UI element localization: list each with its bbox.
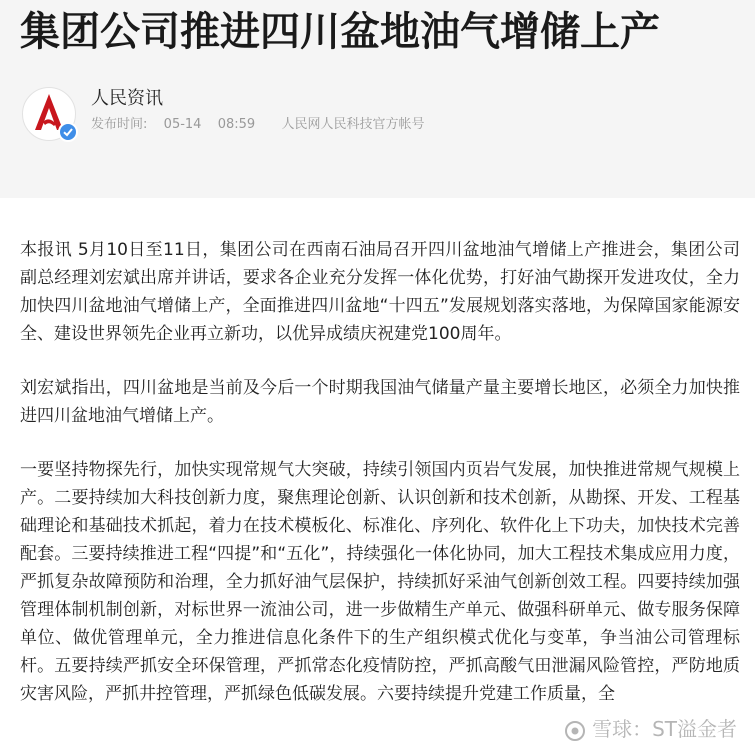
watermark-text: 雪球：ST溢金者 xyxy=(592,717,737,741)
watermark xyxy=(564,715,737,743)
article-meta xyxy=(91,115,425,135)
publish-date: 05-14 xyxy=(163,117,202,132)
article-paragraph: 本报讯 5月10日至11日，集团公司在西南石油局召开四川盆地油气增储上产推进会，集团公司副总经理刘宏斌出席并讲话，要求各企业充分发挥一体化优势，打好油气勘探开发进攻仗，全力加快四川盆地油气增储上产，全面推进四川盆地“十四五”发展规划落实落地，为保障国家能源安全、建设世界领先企业再立新功，以优异成绩庆祝建党100周年。 xyxy=(20,240,740,344)
article-title: 集团公司推进四川盆地油气增储上产 xyxy=(20,9,660,55)
article-paragraph: 刘宏斌指出，四川盆地是当前及今后一个时期我国油气储量产量主要增长地区，必须全力加快推进四川盆地油气增储上产。 xyxy=(20,378,740,426)
verified-badge-icon xyxy=(58,122,78,142)
publish-time: 08:59 xyxy=(217,117,256,132)
author-avatar[interactable] xyxy=(22,87,76,141)
article-source: 人民网人民科技官方帐号 xyxy=(281,117,425,132)
snowball-logo-icon xyxy=(564,720,586,742)
publish-label: 发布时间: xyxy=(91,117,148,132)
article-body xyxy=(20,236,740,734)
article-paragraph: 一要坚持物探先行，加快实现常规气大突破，持续引领国内页岩气发展，加快推进常规气规模上产。二要持续加大科技创新力度，聚焦理论创新、认识创新和技术创新，从勘探、开发、工程基础理论和基础技术抓起，着力在技术模板化、标准化、序列化、软件化上下功夫，加快技术完善配套。三要持续推进工程“四提”和“五化”，持续强化一体化协同，加大工程技术集成应用力度，严抓复杂故障预防和治理，全力抓好油气层保护，持续抓好采油气创新创效工程。四要持续加强管理体制机制创新，对标世界一流油公司，进一步做精生产单元、做强科研单元、做专服务保障单位、做优管理单元，全力推进信息化条件下的生产组织模式优化与变革，争当油公司管理标杆。五要持续严抓安全环保管理，严抓常态化疫情防控，严抓高酸气田泄漏风险管控，严防地质灾害风险，严抓井控管理，严抓绿色低碳发展。六要持续提升党建工作质量，全 xyxy=(20,460,740,704)
author-name[interactable]: 人民资讯 xyxy=(91,88,163,109)
article-header xyxy=(0,0,755,198)
